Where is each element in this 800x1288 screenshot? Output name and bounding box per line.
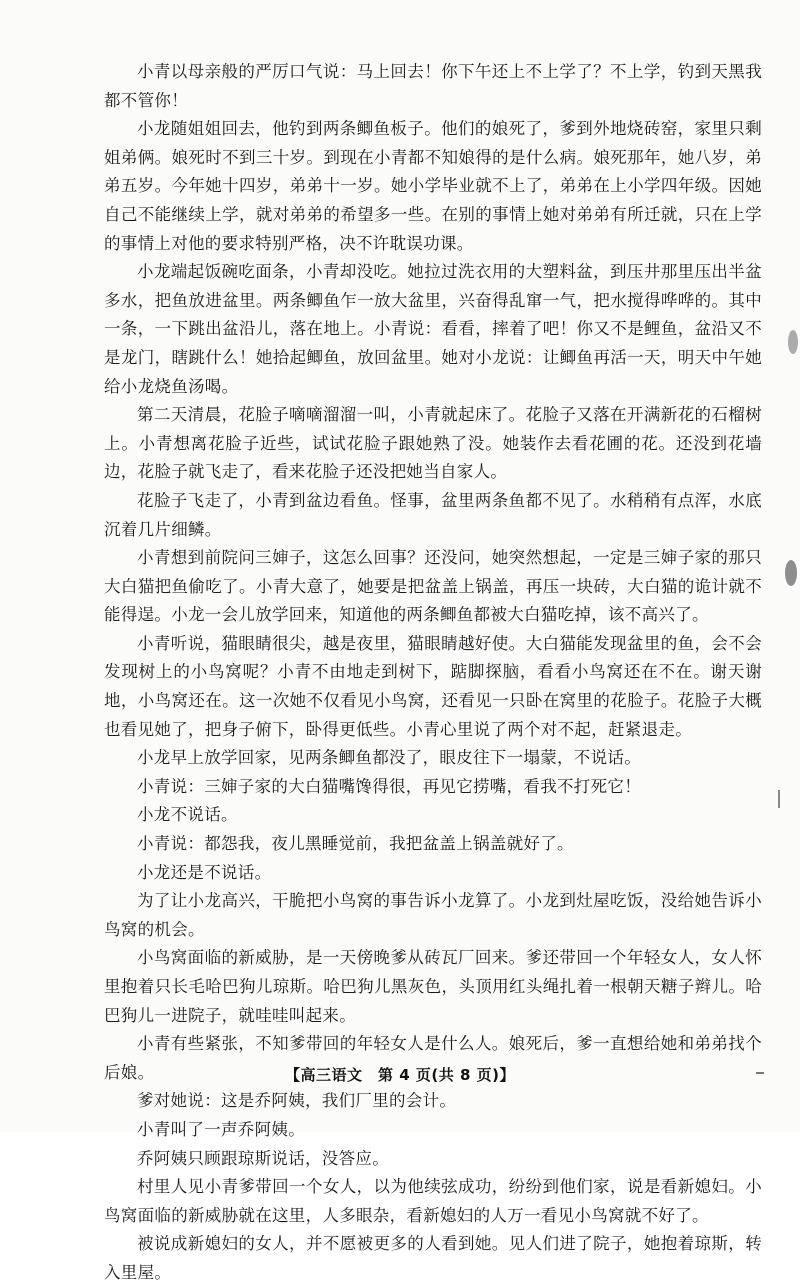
paragraph: 小龙早上放学回家，见两条鲫鱼都没了，眼皮往下一塌蒙，不说话。	[137, 748, 641, 768]
paragraph: 第二天清晨，花脸子嘀嘀溜溜一叫，小青就起床了。花脸子又落在开满新花的石榴树上。小青想离花脸子近些，试试花脸子跟她熟了没。她装作去看花圃的花。还没到花墙边，花脸子就飞走了，看来花脸子还没把她当自家人。	[104, 405, 762, 482]
scan-edge-mark	[778, 790, 780, 808]
scan-edge-mark	[785, 560, 797, 586]
paragraph: 爹对她说：这是乔阿姨，我们厂里的会计。	[137, 1091, 457, 1111]
paragraph: 小龙端起饭碗吃面条，小青却没吃。她拉过洗衣用的大塑料盆，到压井那里压出半盆多水，把鱼放进盆里。两条鲫鱼乍一放大盆里，兴奋得乱窜一气，把水搅得哗哗的。其中一条，一下跳出盆沿儿，落在地上。小青说：看看，摔着了吧！你又不是鲤鱼，盆沿又不是龙门，瞎跳什么！她拾起鲫鱼，放回盆里。她对小龙说：让鲫鱼再活一天，明天中午她给小龙烧鱼汤喝。	[104, 262, 762, 396]
scan-edge-mark	[788, 330, 798, 354]
paragraph: 小龙还是不说话。	[137, 862, 272, 882]
scan-edge-mark	[756, 1072, 764, 1074]
paragraph: 小青有些紧张，不知爹带回的年轻女人是什么人。娘死后，爹一直想给她和弟弟找个后娘。	[104, 1034, 762, 1082]
paragraph: 小青说：三婶子家的大白猫嘴馋得很，再见它捞嘴，看我不打死它！	[137, 776, 641, 796]
paragraph: 为了让小龙高兴，干脆把小鸟窝的事告诉小龙算了。小龙到灶屋吃饭，没给她告诉小鸟窝的机会。	[104, 891, 762, 939]
paragraph: 小青叫了一声乔阿姨。	[137, 1119, 305, 1139]
page-footer: 【高三语文 第 4 页(共 8 页)】	[285, 1066, 515, 1084]
paragraph: 小青说：都怨我，夜儿黑睡觉前，我把盆盖上锅盖就好了。	[137, 834, 574, 854]
paragraph: 小青想到前院问三婶子，这怎么回事？还没问，她突然想起，一定是三婶子家的那只大白猫把鱼偷吃了。小青大意了，她要是把盆盖上锅盖，再压一块砖，大白猫的诡计就不能得逞。小龙一会儿放学回来，知道他的两条鲫鱼都被大白猫吃掉，该不高兴了。	[104, 548, 762, 625]
paragraph: 小青听说，猫眼睛很尖，越是夜里，猫眼睛越好使。大白猫能发现盆里的鱼，会不会发现树上的小鸟窝呢？小青不由地走到树下，踮脚探脑，看看小鸟窝还在不在。谢天谢地，小鸟窝还在。这一次她不仅看见小鸟窝，还看见一只卧在窝里的花脸子。花脸子大概也看见她了，把身子俯下，卧得更低些。小青心里说了两个对不起，赶紧退走。	[104, 633, 762, 739]
paragraph: 花脸子飞走了，小青到盆边看鱼。怪事，盆里两条鱼都不见了。水稍稍有点浑，水底沉着几片细鳞。	[104, 490, 762, 539]
paragraph: 小鸟窝面临的新威胁，是一天傍晚爹从砖瓦厂回来。爹还带回一个年轻女人，女人怀里抱着只长毛哈巴狗儿琼斯。哈巴狗儿黑灰色，头顶用红头绳扎着一根朝天糖子辫儿。哈巴狗儿一进院子，就哇哇叫起来。	[104, 948, 762, 1025]
paragraph: 被说成新媳妇的女人，并不愿被更多的人看到她。见人们进了院子，她抱着琼斯，转入里屋。	[104, 1234, 762, 1282]
paragraph: 村里人见小青爹带回一个女人，以为他续弦成功，纷纷到他们家，说是看新媳妇。小鸟窝面临的新威胁就在这里，人多眼杂，看新媳妇的人万一看见小鸟窝就不好了。	[104, 1177, 762, 1225]
paragraph: 小龙不说话。	[137, 805, 238, 825]
story-text	[104, 58, 762, 1288]
paragraph: 乔阿姨只顾跟琼斯说话，没答应。	[137, 1148, 389, 1168]
paragraph: 小龙随姐姐回去，他钓到两条鲫鱼板子。他们的娘死了，爹到外地烧砖窑，家里只剩姐弟俩。娘死时不到三十岁。到现在小青都不知娘得的是什么病。娘死那年，她八岁，弟弟五岁。今年她十四岁，弟弟十一岁。她小学毕业就不上了，弟弟在上小学四年级。因她自己不能继续上学，就对弟弟的希望多一些。在别的事情上她对弟弟有所迁就，只在上学的事情上对他的要求特别严格，决不许耽误功课。	[104, 119, 762, 253]
paragraph: 小青以母亲般的严厉口气说：马上回去！你下午还上不上学了？不上学，钓到天黑我都不管你！	[104, 62, 762, 110]
